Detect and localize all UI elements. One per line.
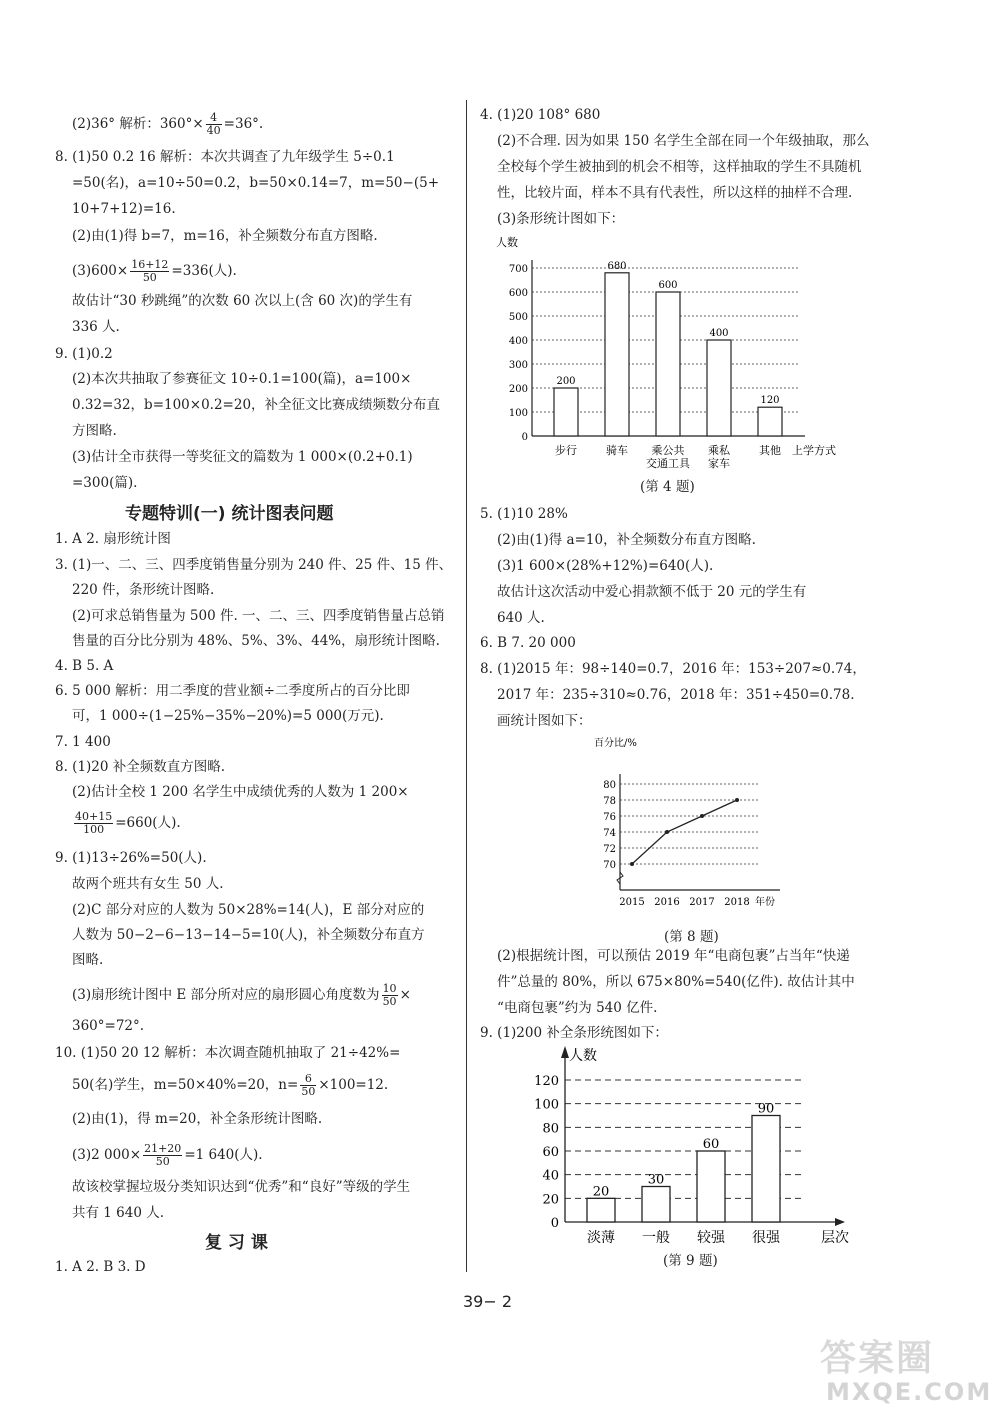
right-line: 6. B 7. 20 000 <box>480 635 576 651</box>
denominator: 50 <box>142 271 157 284</box>
right-line: (3)条形统计图如下： <box>497 211 625 227</box>
data-label: 60 <box>702 1137 720 1152</box>
fraction <box>74 811 113 836</box>
x-axis-label: 年份 <box>755 897 775 908</box>
right-line: 4. (1)20 108° 680 <box>480 107 601 123</box>
left-line: 9. (1)13÷26%=50(人). <box>55 850 207 866</box>
y-tick-label: 400 <box>508 336 528 347</box>
data-point <box>735 798 739 802</box>
data-label: 20 <box>592 1184 610 1200</box>
left-line: (2)估计全校 1 200 名学生中成绩优秀的人数为 1 200× <box>72 784 409 800</box>
x-tick-label: 步行 <box>555 444 577 457</box>
level-bar-chart <box>525 1040 865 1252</box>
bar <box>758 407 782 436</box>
left-line: 8. (1)20 补全频数直方图略. <box>55 759 226 775</box>
y-tick-label: 0 <box>521 432 528 443</box>
y-tick-label: 80 <box>603 780 616 791</box>
text: =660(人). <box>115 815 181 831</box>
text: × <box>399 987 411 1003</box>
right-line: (3)1 600×(28%+12%)=640(人). <box>497 558 714 574</box>
y-tick-label: 200 <box>508 384 528 395</box>
left-line <box>72 983 411 1008</box>
y-tick-label: 40 <box>542 1168 559 1184</box>
y-tick-label: 72 <box>603 844 616 855</box>
bar <box>587 1198 615 1222</box>
left-line: 方图略. <box>72 423 117 439</box>
x-tick-label: 很强 <box>752 1230 780 1246</box>
x-tick-label: 2015 <box>619 897 645 908</box>
left-line: 售量的百分比分别为 48%、5%、3%、44%，扇形统计图略. <box>72 633 440 649</box>
y-tick-label: 76 <box>603 812 616 823</box>
left-line <box>72 1143 263 1168</box>
y-tick-label: 300 <box>508 360 528 371</box>
fraction <box>300 1073 316 1098</box>
chart-caption: (第 8 题) <box>664 929 719 945</box>
left-line: 7. 1 400 <box>55 734 111 750</box>
x-axis-label: 上学方式 <box>792 444 836 457</box>
left-line: 336 人. <box>72 319 120 335</box>
section-heading: 专题特训(一) 统计图表问题 <box>125 504 334 524</box>
x-axis-arrow <box>835 1218 845 1226</box>
x-axis-label: 层次 <box>821 1230 849 1246</box>
left-line: (2)C 部分对应的人数为 50×28%=14(人)，E 部分对应的 <box>72 902 425 918</box>
right-line: 画统计图如下： <box>497 713 592 729</box>
left-line: (2)可求总销售量为 500 件. 一、二、三、四季度销售量占总销 <box>72 608 445 624</box>
section-heading: 复 习 课 <box>205 1233 268 1253</box>
y-tick-label: 500 <box>508 312 528 323</box>
data-label: 90 <box>757 1101 775 1117</box>
left-line: 8. (1)50 0.2 16 解析：本次共调查了九年级学生 5÷0.1 <box>55 149 395 165</box>
numerator: 40+15 <box>75 810 113 823</box>
left-line <box>72 811 181 836</box>
numerator: 16+12 <box>131 258 169 271</box>
right-line: 8. (1)2015 年：98÷140=0.7，2016 年：153÷207≈0.74， <box>480 661 866 677</box>
fraction <box>206 112 222 137</box>
left-line: 故估计“30 秒跳绳”的次数 60 次以上(含 60 次)的学生有 <box>72 293 413 309</box>
right-line: 故估计这次活动中爱心捐款额不低于 20 元的学生有 <box>497 584 807 600</box>
left-line: 4. B 5. A <box>55 658 114 674</box>
x-tick-label: 淡薄 <box>587 1230 615 1246</box>
left-line: 故该校掌握垃圾分类知识达到“优秀”和“良好”等级的学生 <box>72 1179 411 1195</box>
left-line: 6. 5 000 解析：用二季度的营业额÷二季度所占的百分比即 <box>55 683 410 699</box>
left-line: =50(名)，a=10÷50=0.2，b=50×0.14=7，m=50−(5+ <box>72 175 440 191</box>
y-tick-label: 0 <box>550 1216 559 1231</box>
left-line: 9. (1)0.2 <box>55 346 113 362</box>
y-tick-label: 78 <box>603 796 616 807</box>
text: =1 640(人). <box>184 1147 263 1163</box>
left-line <box>72 112 263 137</box>
y-tick-label: 100 <box>508 408 528 419</box>
y-tick-label: 60 <box>542 1145 559 1160</box>
text: (2)36° 解析：360°× <box>72 116 204 132</box>
x-tick-label: 2017 <box>689 897 715 908</box>
x-tick-label: 其他 <box>759 444 781 457</box>
y-tick-label: 70 <box>603 860 616 871</box>
left-line: (2)本次共抽取了参赛征文 10÷0.1=100(篇)，a=100× <box>72 371 412 387</box>
left-line: 1. A 2. B 3. D <box>55 1259 146 1275</box>
left-line: (3)估计全市获得一等奖征文的篇数为 1 000×(0.2+0.1) <box>72 449 413 465</box>
right-line: 640 人. <box>497 610 545 626</box>
bar <box>605 273 629 436</box>
numerator: 6 <box>300 1073 316 1086</box>
y-tick-label: 120 <box>534 1074 559 1089</box>
left-line: (2)由(1)，得 m=20，补全条形统计图略. <box>72 1111 323 1127</box>
x-tick-label: 骑车 <box>606 444 628 457</box>
y-axis-label: 人数 <box>569 1048 597 1064</box>
data-label: 400 <box>709 328 729 339</box>
x-tick-label: 2016 <box>654 897 680 908</box>
left-line: 共有 1 640 人. <box>72 1205 165 1221</box>
text: =36°. <box>223 116 264 132</box>
right-line: 2017 年：235÷310≈0.76，2018 年：351÷450=0.78. <box>497 687 855 703</box>
data-point <box>700 814 704 818</box>
left-line: 图略. <box>72 952 104 968</box>
fraction <box>130 259 169 284</box>
numerator: 21+20 <box>144 1142 182 1155</box>
text: =336(人). <box>171 263 237 279</box>
right-line: 性，比较片面，样本不具有代表性，所以这样的抽样不合理. <box>497 185 853 201</box>
text: (3)2 000× <box>72 1147 142 1163</box>
bar <box>697 1151 725 1222</box>
page-number: 39− 2 <box>463 1292 513 1311</box>
column-divider <box>466 100 467 1272</box>
y-tick-label: 600 <box>508 288 528 299</box>
left-line: 1. A 2. 扇形统计图 <box>55 531 171 547</box>
right-line: (2)不合理. 因为如果 150 名学生全部在同一个年级抽取，那么 <box>497 133 870 149</box>
y-tick-label: 80 <box>542 1121 559 1137</box>
x-tick-label: 乘公共 <box>651 444 685 457</box>
x-tick-label: 较强 <box>697 1230 725 1246</box>
left-line: 可，1 000÷(1−25%−35%−20%)=5 000(万元). <box>72 708 384 724</box>
y-tick-label: 700 <box>508 264 528 275</box>
right-line: (2)根据统计图，可以预估 2019 年“电商包裹”占当年“快递 <box>497 948 850 964</box>
data-point <box>630 862 634 866</box>
right-line: 件”总量的 80%，所以 675×80%=540(亿件). 故估计其中 <box>497 974 855 990</box>
right-line: 5. (1)10 28% <box>480 506 568 522</box>
denominator: 50 <box>382 995 397 1008</box>
data-label: 30 <box>647 1172 665 1188</box>
denominator: 100 <box>83 823 105 836</box>
denominator: 50 <box>155 1155 170 1168</box>
y-tick-label: 74 <box>603 828 616 839</box>
x-tick-label: 2018 <box>724 897 750 908</box>
watermark-url: MXQE.COM <box>826 1378 993 1406</box>
y-axis-label: 百分比/% <box>594 738 637 749</box>
y-tick-label: 100 <box>534 1097 559 1113</box>
fraction <box>143 1143 182 1168</box>
numerator: 4 <box>206 112 222 125</box>
left-line: 10+7+12)=16. <box>72 201 176 217</box>
y-axis-arrow <box>561 1046 569 1058</box>
left-line: =300(篇). <box>72 475 138 491</box>
text: 50(名)学生，m=50×40%=20，n= <box>72 1077 299 1093</box>
x-tick-label: 交通工具 <box>646 457 690 470</box>
bar <box>707 340 731 436</box>
x-tick-label: 乘私 <box>708 444 730 457</box>
y-axis-label: 人数 <box>496 236 518 249</box>
left-line: (2)由(1)得 b=7，m=16，补全频数分布直方图略. <box>72 228 378 244</box>
denominator: 50 <box>301 1085 316 1098</box>
bar <box>656 292 680 436</box>
denominator: 40 <box>206 124 221 137</box>
commute-bar-chart <box>490 228 870 476</box>
left-line: 360°=72°. <box>72 1018 145 1034</box>
text: (3)600× <box>72 263 129 279</box>
y-tick-label: 20 <box>542 1192 559 1208</box>
x-tick-label: 家车 <box>708 457 730 470</box>
data-label: 600 <box>658 280 678 291</box>
data-point <box>665 830 669 834</box>
left-line: 人数为 50−2−6−13−14−5=10(人)，补全频数分布直方 <box>72 927 425 943</box>
bar <box>752 1116 780 1223</box>
right-line: (2)由(1)得 a=10，补全频数分布直方图略. <box>497 532 756 548</box>
chart-caption: (第 4 题) <box>640 479 695 495</box>
left-line: 故两个班共有女生 50 人. <box>72 876 224 892</box>
x-tick-label: 一般 <box>642 1230 670 1246</box>
left-line <box>72 259 237 284</box>
data-label: 680 <box>607 260 627 272</box>
data-label: 120 <box>760 395 780 407</box>
right-line: 全校每个学生被抽到的机会不相等，这样抽取的学生不具随机 <box>497 159 862 175</box>
right-line: “电商包裹”约为 540 亿件. <box>497 1000 658 1016</box>
left-line: 10. (1)50 20 12 解析：本次调查随机抽取了 21÷42%= <box>55 1045 401 1061</box>
left-line: 0.32=32，b=100×0.2=20，补全征文比赛成绩频数分布直 <box>72 397 441 413</box>
left-line: 3. (1)一、二、三、四季度销售量分别为 240 件、25 件、15 件、 <box>55 557 453 573</box>
numerator: 10 <box>382 982 397 995</box>
data-label: 200 <box>556 376 576 387</box>
bar <box>642 1187 670 1223</box>
text: ×100=12. <box>318 1077 389 1093</box>
left-line <box>72 1073 388 1098</box>
right-line: 9. (1)200 补全条形统图如下： <box>480 1025 668 1041</box>
percent-line-chart <box>590 728 810 918</box>
left-line: 220 件，条形统计图略. <box>72 582 215 598</box>
chart-caption: (第 9 题) <box>663 1253 718 1269</box>
bar <box>554 388 578 436</box>
fraction <box>382 983 398 1008</box>
watermark-logo: 答案圈 <box>820 1338 935 1379</box>
text: (3)扇形统计图中 E 部分所对应的扇形圆心角度数为 <box>72 987 380 1003</box>
